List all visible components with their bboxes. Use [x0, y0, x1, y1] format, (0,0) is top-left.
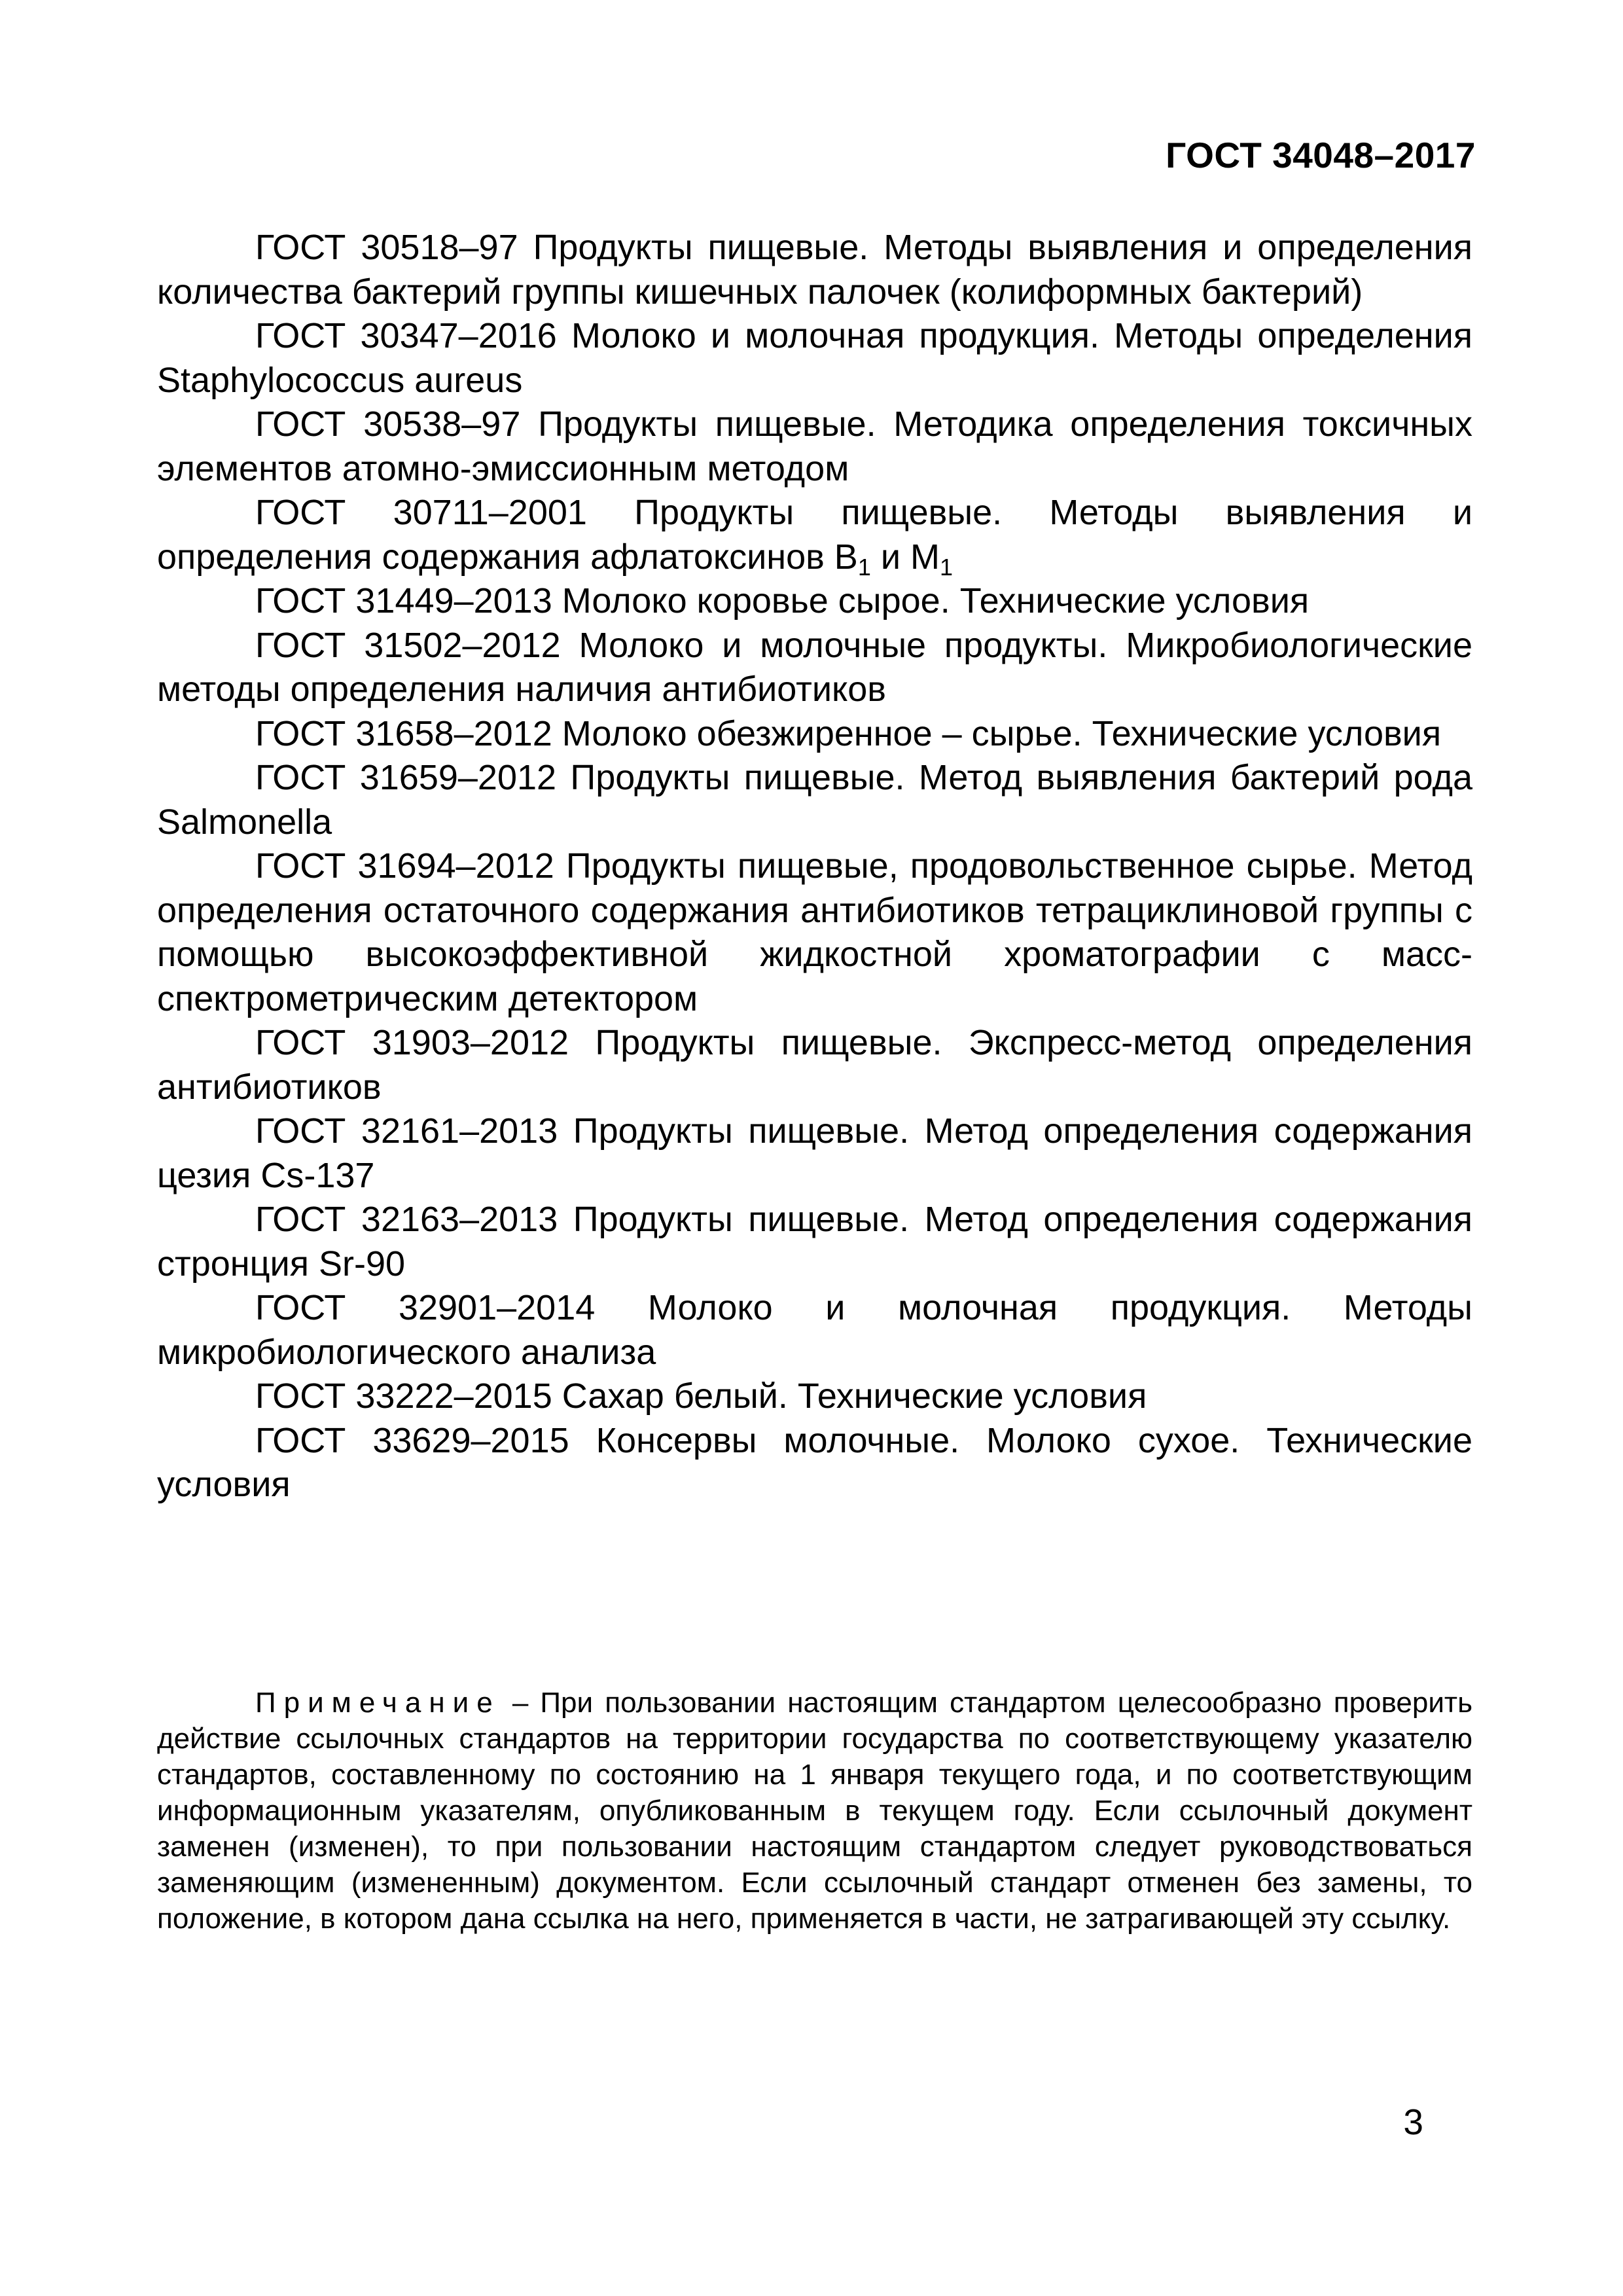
reference-code: ГОСТ 30538–97 — [255, 404, 521, 444]
reference-item — [157, 226, 1472, 314]
reference-item — [157, 579, 1472, 624]
reference-title: Молоко и молочная продукция. Методы определения Staphylococcus aureus — [157, 316, 1472, 400]
reference-item — [157, 491, 1472, 579]
reference-code: ГОСТ 32163–2013 — [255, 1200, 558, 1239]
reference-code: ГОСТ 31502–2012 — [255, 625, 561, 665]
reference-title: Сахар белый. Технические условия — [562, 1376, 1147, 1416]
reference-item — [157, 844, 1472, 1021]
reference-item — [157, 1419, 1472, 1507]
subscript: 1 — [857, 553, 871, 581]
reference-code: ГОСТ 31903–2012 — [255, 1023, 569, 1062]
note-text: – При пользовании настоящим стандартом целесообразно проверить действие ссылочных стандартов на территории государства по соответствующему указателю стандартов, составленному по состоянию на 1 января текущего года, и по соответствующим информационным указателям, опубликованным в текущем году. Если ссылочный документ заменен (изменен), то при пользовании настоящим стандартом следует руководствоваться заменяющим (измененным) документом. Если ссылочный стандарт отменен без замены, то положение, в котором дана ссылка на него, применяется в части, не затрагивающей эту ссылку. — [157, 1687, 1472, 1935]
subscript: 1 — [940, 553, 954, 581]
reference-title: Продукты пищевые. Методика определения токсичных элементов атомно-эмиссионным методом — [157, 404, 1472, 488]
reference-code: ГОСТ 31694–2012 — [255, 846, 554, 886]
reference-item — [157, 712, 1472, 757]
page-number: 3 — [1403, 2102, 1423, 2142]
reference-code: ГОСТ 31449–2013 — [255, 581, 552, 620]
reference-title-part: Продукты пищевые. Методы выявления и определения содержания афлатоксинов B — [157, 493, 1473, 577]
reference-title: Молоко обезжиренное – сырье. Технические условия — [562, 713, 1442, 753]
reference-title: Продукты пищевые. Экспресс-метод определения антибиотиков — [157, 1023, 1472, 1107]
reference-title: Консервы молочные. Молоко сухое. Технические условия — [157, 1420, 1472, 1504]
reference-code: ГОСТ 33222–2015 — [255, 1376, 552, 1416]
reference-item — [157, 624, 1472, 712]
reference-code: ГОСТ 32161–2013 — [255, 1111, 558, 1151]
reference-code: ГОСТ 30518–97 — [255, 228, 518, 267]
reference-item — [157, 1374, 1472, 1419]
reference-code: ГОСТ 30347–2016 — [255, 316, 557, 355]
reference-code: ГОСТ 30711–2001 — [255, 493, 587, 532]
reference-title: Молоко коровье сырое. Технические условия — [562, 581, 1310, 620]
reference-title: Молоко и молочные продукты. Микробиологические методы определения наличия антибиотиков — [157, 625, 1472, 709]
reference-code: ГОСТ 31659–2012 — [255, 758, 557, 797]
reference-title: Продукты пищевые, продовольственное сырье. Метод определения остаточного содержания антибиотиков тетрациклиновой группы с помощью высокоэффективной жидкостной хроматографии с масс-спектрометрическим детектором — [157, 846, 1473, 1018]
reference-code: ГОСТ 32901–2014 — [255, 1288, 596, 1327]
reference-item — [157, 1021, 1472, 1109]
reference-code: ГОСТ 31658–2012 — [255, 713, 552, 753]
reference-item — [157, 403, 1472, 491]
note-paragraph — [157, 1685, 1472, 1937]
reference-item — [157, 1198, 1472, 1286]
reference-title: Продукты пищевые. Метод определения содержания цезия Cs-137 — [157, 1111, 1472, 1195]
normative-references-list — [157, 226, 1472, 1507]
reference-code: ГОСТ 33629–2015 — [255, 1420, 569, 1460]
reference-item — [157, 756, 1472, 844]
reference-title: Продукты пищевые. Метод определения содержания стронция Sr-90 — [157, 1200, 1472, 1283]
reference-item — [157, 314, 1472, 403]
reference-title: Продукты пищевые. Методы выявления и определения количества бактерий группы кишечных палочек (колиформных бактерий) — [157, 228, 1472, 312]
reference-item — [157, 1286, 1472, 1374]
note-label: Примечание — [255, 1687, 501, 1719]
reference-title-part: и M — [870, 537, 940, 577]
reference-item — [157, 1109, 1472, 1198]
reference-title: Продукты пищевые. Метод выявления бактерий рода Salmonella — [157, 758, 1472, 842]
reference-title: Молоко и молочная продукция. Методы микробиологического анализа — [157, 1288, 1472, 1372]
document-header: ГОСТ 34048–2017 — [1166, 135, 1476, 175]
